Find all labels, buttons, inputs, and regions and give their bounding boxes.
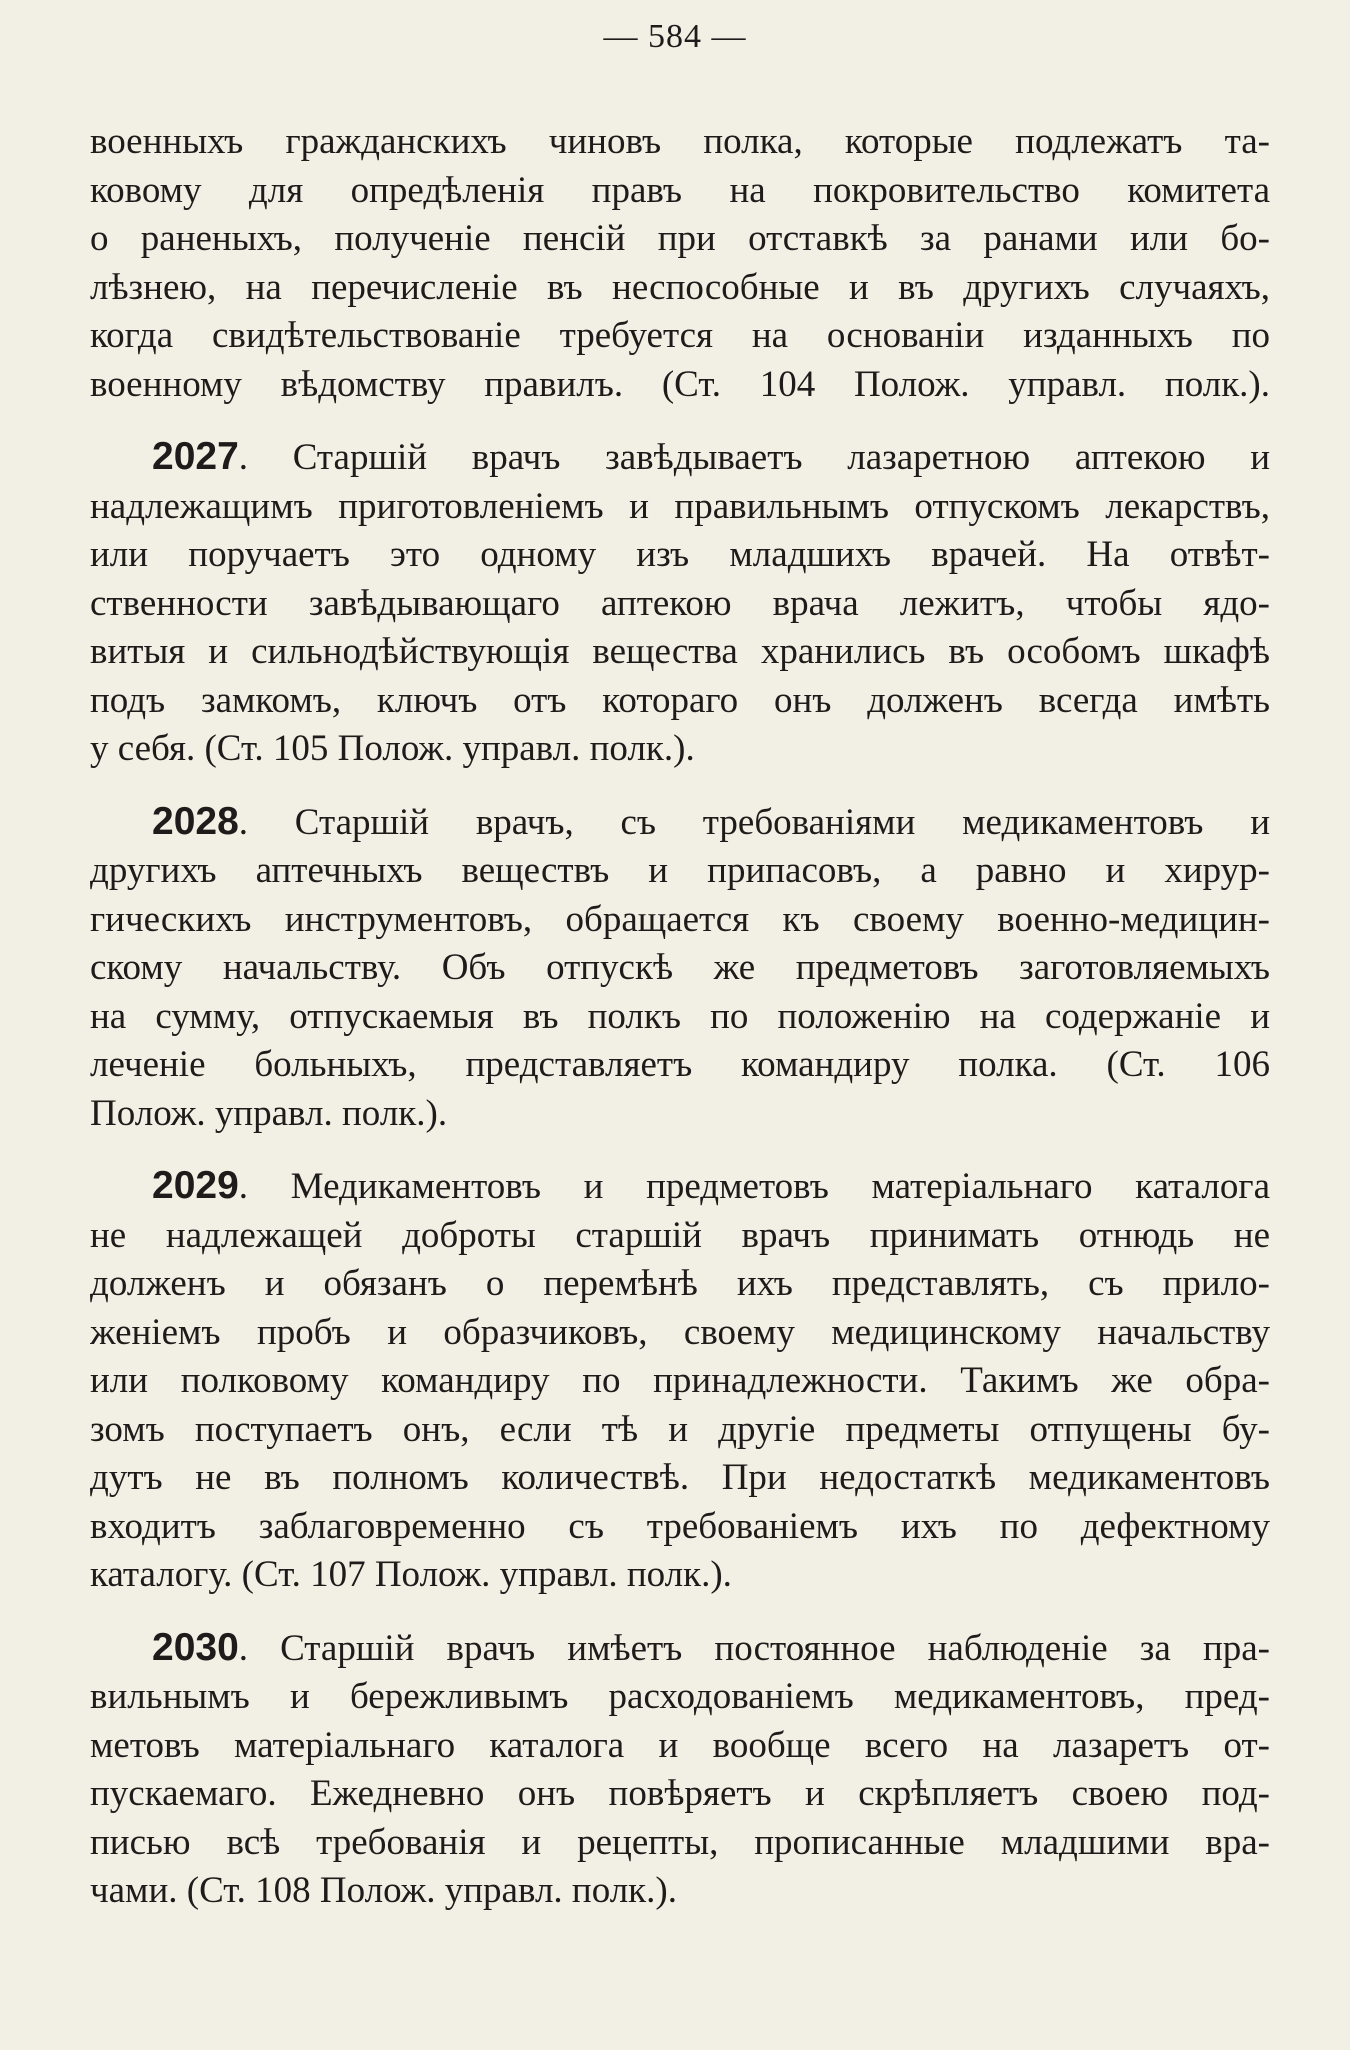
- text-line: метовъ матеріальнаго каталога и вообще всего на лазаретъ от-: [90, 1724, 1270, 1766]
- continuation-paragraph: [90, 118, 1270, 409]
- article-2028: [90, 798, 1270, 1139]
- text-line: долженъ и обязанъ о перемѣнѣ ихъ представлять, съ прило-: [90, 1263, 1270, 1304]
- text-line: Полож. управл. полк.).: [90, 1092, 448, 1134]
- text-line: о раненыхъ, полученіе пенсій при отставкѣ за ранами или бо-: [90, 218, 1270, 259]
- article-lead-text: . Старшій врачъ, съ требованіями медикаментовъ и: [238, 801, 1270, 843]
- text-line: военному вѣдомству правилъ. (Ст. 104 Полож. управл. полк.).: [90, 363, 1270, 405]
- text-line: женіемъ пробъ и образчиковъ, своему медицинскому начальству: [90, 1311, 1270, 1353]
- article-first-line: [90, 1624, 1270, 1674]
- text-line: входитъ заблаговременно съ требованіемъ ихъ по дефектному: [90, 1505, 1270, 1547]
- text-line: когда свидѣтельствованіе требуется на основаніи изданныхъ по: [90, 315, 1270, 356]
- text-line: ковому для опредѣленія правъ на покровительство комитета: [90, 169, 1270, 211]
- text-line: леченіе больныхъ, представляетъ командиру полка. (Ст. 106: [90, 1044, 1270, 1085]
- article-lead-text: . Медикаментовъ и предметовъ матеріальнаго каталога: [238, 1166, 1270, 1207]
- page-number: — 584 —: [603, 18, 747, 55]
- article-first-line: [90, 1162, 1270, 1212]
- article-number: 2028: [152, 799, 239, 843]
- text-line: лѣзнею, на перечисленіе въ неспособные и въ другихъ случаяхъ,: [90, 266, 1270, 308]
- text-line: военныхъ гражданскихъ чиновъ полка, которые подлежатъ та-: [90, 121, 1270, 162]
- text-line: дутъ не въ полномъ количествѣ. При недостаткѣ медикаментовъ: [90, 1457, 1270, 1498]
- text-line: вильнымъ и бережливымъ расходованіемъ медикаментовъ, пред-: [90, 1676, 1270, 1717]
- page-text: [90, 118, 1270, 1916]
- text-line: надлежащимъ приготовленіемъ и правильнымъ отпускомъ лекарствъ,: [90, 485, 1270, 527]
- text-line: чами. (Ст. 108 Полож. управл. полк.).: [90, 1870, 677, 1911]
- article-number: 2030: [152, 1625, 239, 1669]
- article-number: 2029: [152, 1164, 239, 1207]
- text-line: ственности завѣдывающаго аптекою врача лежитъ, чтобы ядо-: [90, 582, 1270, 624]
- text-line: зомъ поступаетъ онъ, если тѣ и другіе предметы отпущены бу-: [90, 1408, 1270, 1450]
- text-line: скому начальству. Объ отпускѣ же предметовъ заготовляемыхъ: [90, 947, 1270, 988]
- text-line: гическихъ инструментовъ, обращается къ своему военно-медицин-: [90, 898, 1270, 940]
- article-first-line: [90, 433, 1270, 483]
- article-number: 2027: [152, 435, 239, 478]
- text-line: писью всѣ требованія и рецепты, прописанные младшими вра-: [90, 1821, 1270, 1863]
- article-2029: [90, 1162, 1270, 1600]
- text-line: каталогу. (Ст. 107 Полож. управл. полк.).: [90, 1554, 732, 1595]
- article-lead-text: . Старшій врачъ завѣдываетъ лазаретною аптекою и: [238, 437, 1270, 478]
- article-first-line: [90, 798, 1270, 848]
- text-line: у себя. (Ст. 105 Полож. управл. полк.).: [90, 728, 695, 769]
- text-line: витыя и сильнодѣйствующія вещества хранились въ особомъ шкафѣ: [90, 631, 1270, 672]
- article-2030: [90, 1624, 1270, 1916]
- text-line: на сумму, отпускаемыя въ полкъ по положенію на содержаніе и: [90, 995, 1270, 1037]
- text-line: подъ замкомъ, ключъ отъ котораго онъ долженъ всегда имѣть: [90, 679, 1270, 721]
- text-line: не надлежащей доброты старшій врачъ принимать отнюдь не: [90, 1214, 1270, 1256]
- article-2027: [90, 433, 1270, 774]
- article-lead-text: . Старшій врачъ имѣетъ постоянное наблюденіе за пра-: [238, 1627, 1270, 1669]
- text-line: или поручаетъ это одному изъ младшихъ врачей. На отвѣт-: [90, 534, 1270, 575]
- text-line: или полковому командиру по принадлежности. Такимъ же обра-: [90, 1360, 1270, 1401]
- text-line: другихъ аптечныхъ веществъ и припасовъ, а равно и хирур-: [90, 850, 1270, 891]
- text-line: пускаемаго. Ежедневно онъ повѣряетъ и скрѣпляетъ своею под-: [90, 1773, 1270, 1814]
